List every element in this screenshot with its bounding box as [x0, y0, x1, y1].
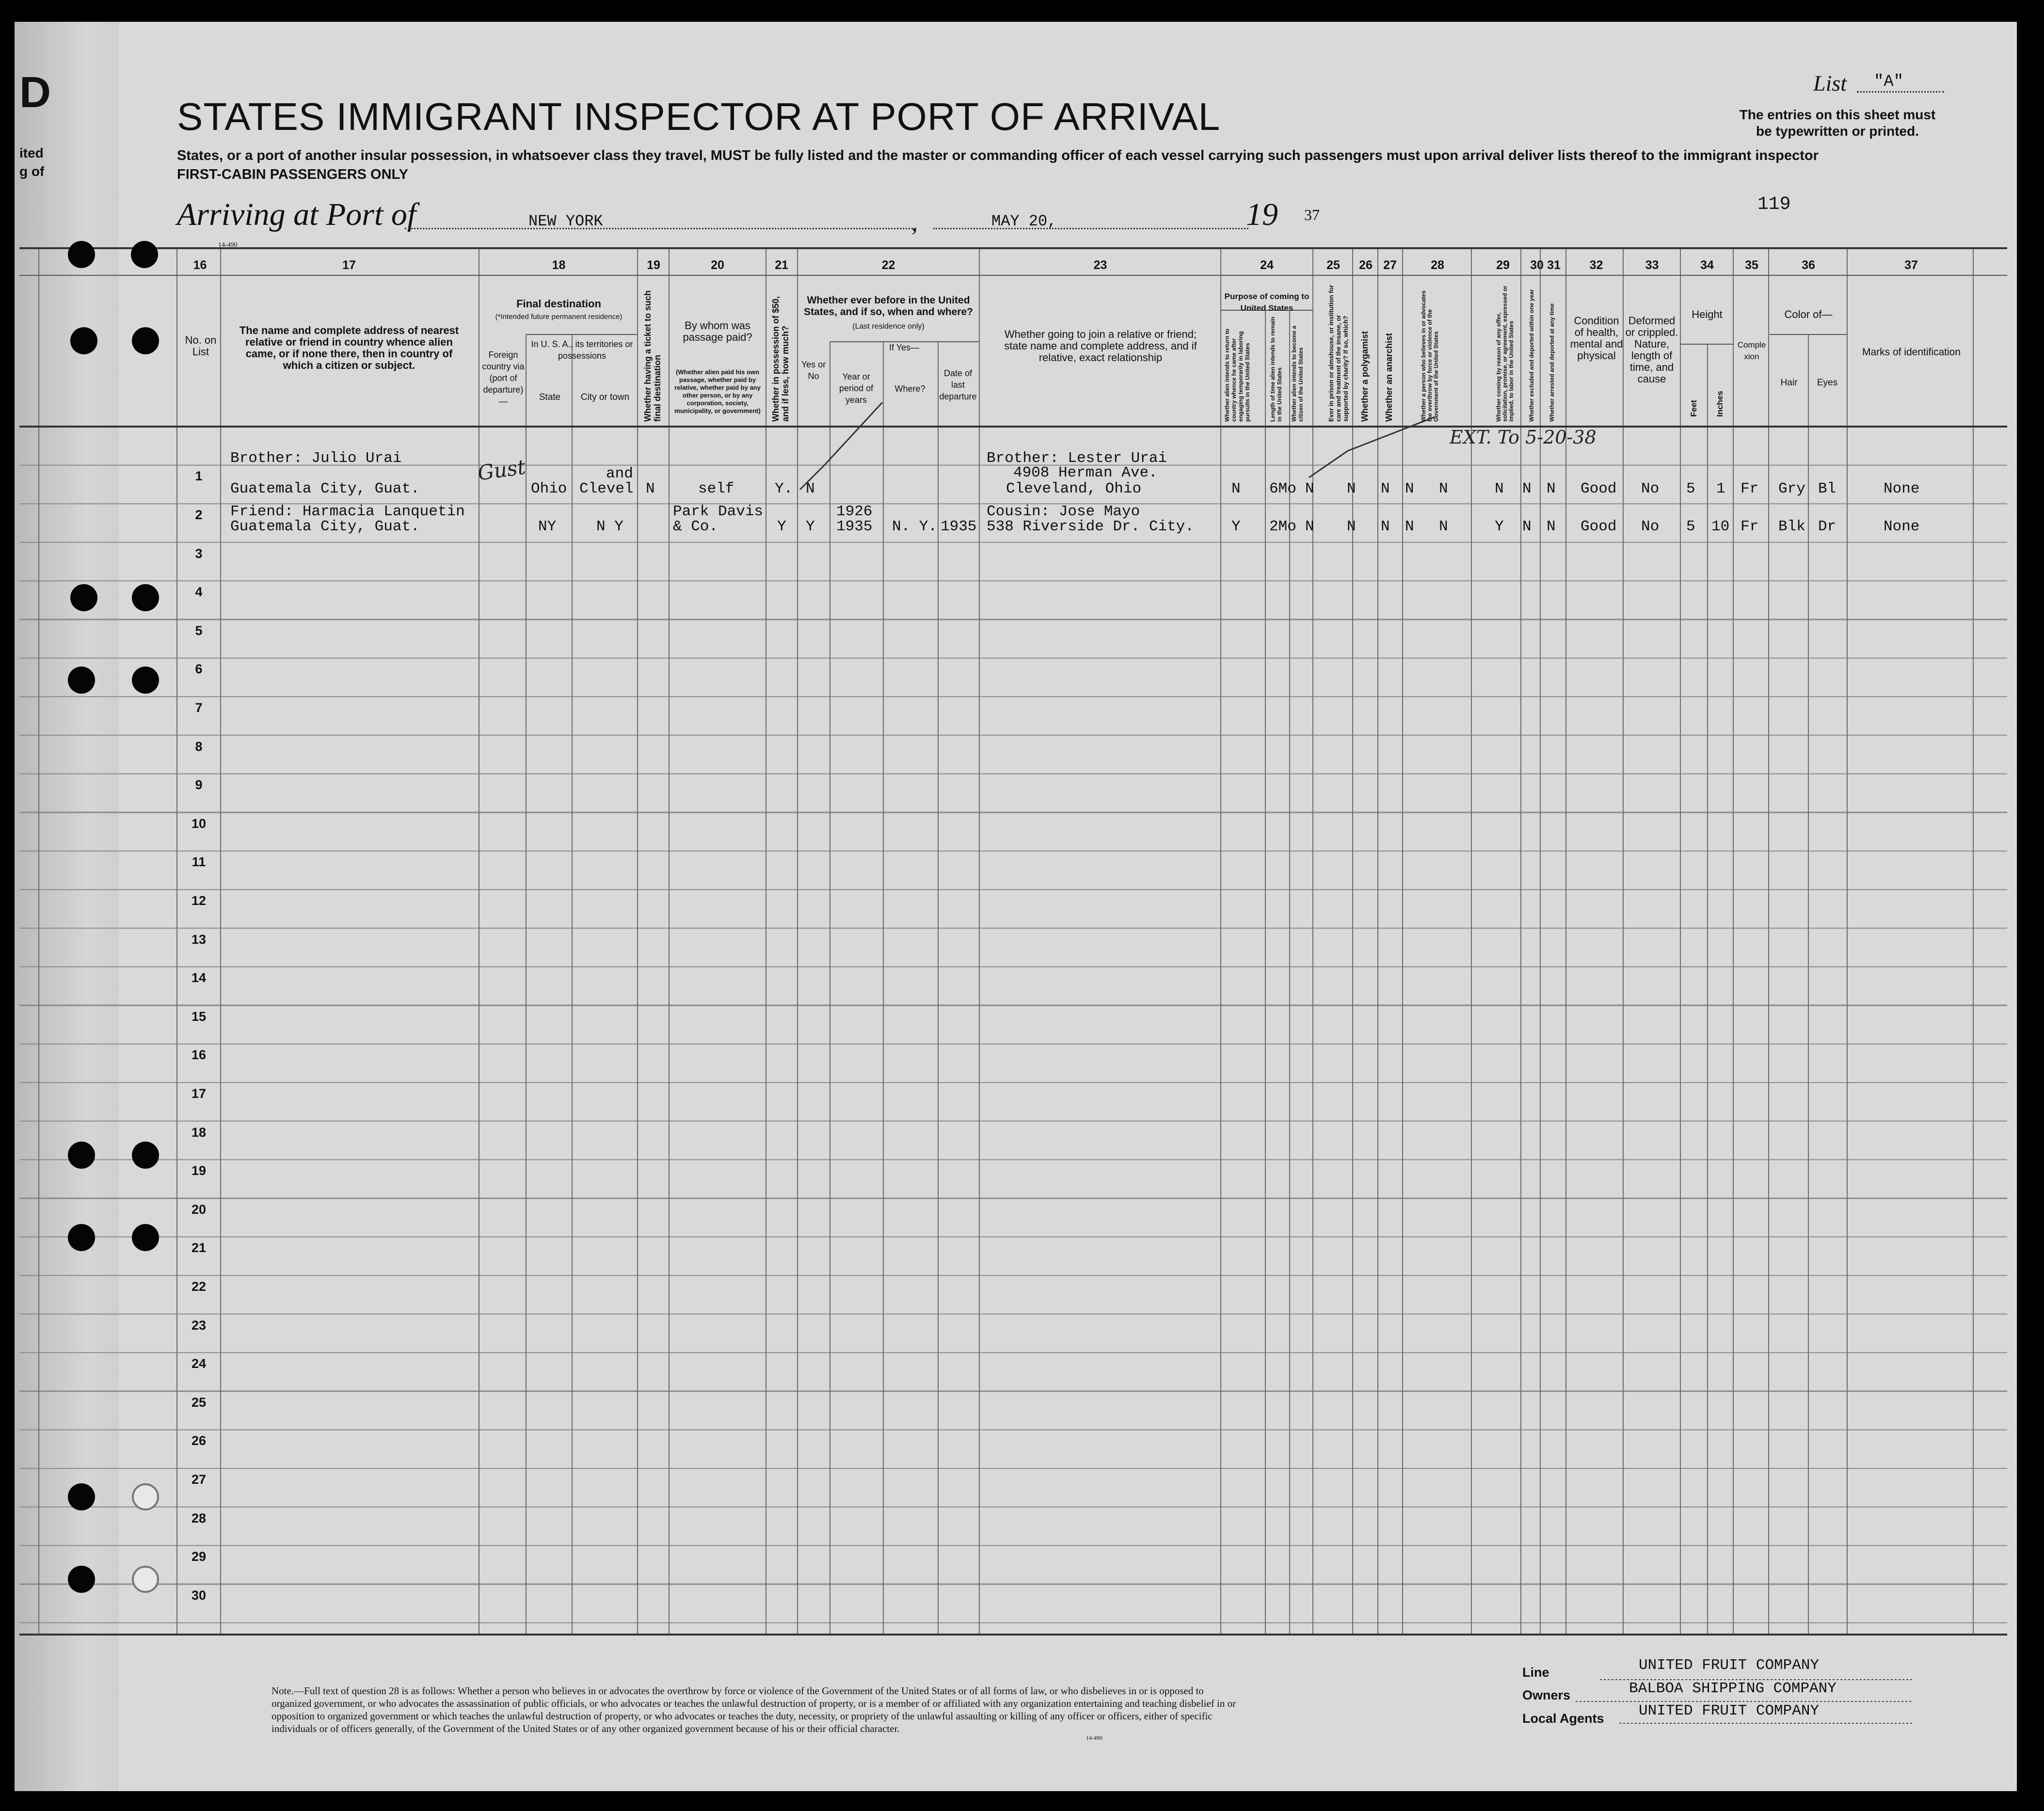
row2-year-line1: 1926 [836, 503, 873, 520]
punch-hole [132, 1483, 159, 1510]
year-prefix: 19 [1246, 197, 1278, 232]
row-number: 15 [191, 1009, 207, 1024]
date-value: MAY 20, [991, 212, 1057, 230]
row-number: 14 [191, 970, 207, 985]
col-number-18: 18 [552, 258, 566, 272]
row1-join-line1: Brother: Lester Urai [987, 450, 1167, 467]
row1-q29: N [1495, 480, 1504, 497]
row1-city-line2: Clevel [579, 480, 634, 497]
row2-q30: N [1522, 518, 1532, 535]
row2-paid-by-line2: & Co. [673, 518, 719, 535]
row-number: 17 [191, 1086, 207, 1101]
col-number-25: 25 [1326, 258, 1340, 272]
footer-form-number: 14-490 [1086, 1734, 1102, 1741]
row1-deformed: No [1641, 480, 1660, 497]
col-number-23: 23 [1093, 258, 1107, 272]
header-in-usa: In U. S. A., its territories or possessions [531, 339, 633, 361]
row1-hair: Gry [1778, 480, 1805, 497]
row-number: 27 [191, 1472, 207, 1487]
punch-hole [70, 327, 97, 354]
row2-inches: 10 [1711, 518, 1730, 535]
arriving-label: Arriving at Port of [177, 197, 416, 232]
row-number: 18 [191, 1125, 207, 1140]
header-polygamist: Whether a polygamist [1360, 331, 1370, 422]
header-fifty-dollars: Whether in possession of $50, and if less, how much? [771, 296, 790, 422]
row2-anarchist: N [1405, 518, 1414, 535]
row-number: 7 [195, 700, 203, 715]
sheet-number: 119 [1757, 194, 1791, 215]
header-color-of: Color of— [1784, 308, 1833, 320]
header-yes-no: Yes or No [801, 360, 826, 381]
header-hair: Hair [1780, 378, 1798, 388]
col-number-16: 16 [193, 258, 207, 272]
header-purpose-return: Whether alien intends to return to country whence he came after engaging temporarily in laboring pursuits in the United States [1224, 328, 1251, 422]
row2-year-line2: 1935 [836, 518, 873, 535]
header-where: Where? [894, 384, 926, 394]
row-number: 10 [191, 816, 207, 831]
header-nearest-relative: The name and complete address of nearest relative or friend in country whence alien came, or if none there, then in country of which a citizen or subject. [239, 324, 459, 371]
header-prison: Ever in prison or almshouse, or institution for care and treatment of the insane, or supported by charity? If so, which? [1327, 285, 1349, 422]
row1-ticket: N [646, 480, 655, 497]
header-eyes: Eyes [1817, 378, 1838, 388]
row2-before: Y [806, 518, 815, 535]
punch-hole [132, 1566, 159, 1593]
punch-hole [68, 1142, 95, 1169]
agents-label: Local Agents [1522, 1711, 1604, 1726]
row2-q28: N [1439, 518, 1448, 535]
row1-relative-line1: Brother: Julio Urai [230, 450, 402, 467]
punch-hole [70, 584, 97, 611]
line-label: Line [1522, 1665, 1549, 1680]
row1-marks: None [1884, 480, 1920, 497]
row1-join-line3: Cleveland, Ohio [1006, 480, 1142, 497]
row-number: 6 [195, 662, 203, 676]
header-foreign-country: Foreign country via (port of departure)— [482, 350, 525, 406]
row2-state: NY [538, 518, 557, 535]
col-number-28: 28 [1431, 258, 1444, 272]
row2-citizen: N [1305, 518, 1314, 535]
page-title: STATES IMMIGRANT INSPECTOR AT PORT OF ARRIVAL [177, 95, 1221, 138]
row-number: 29 [191, 1549, 207, 1564]
row1-inches: 1 [1716, 480, 1725, 497]
row1-anarchist: N [1405, 480, 1414, 497]
row-number: 4 [195, 585, 203, 599]
row2-polygamist: N [1381, 518, 1390, 535]
row-number: 22 [191, 1279, 207, 1294]
footer-note: Note.—Full text of question 28 is as follows: Whether a person who believes in or advocates the overthrow by force or violence of the Government of the United States or of all forms of law, or who disbelieves in or is opposed to organized government, or who advocates the assassination of public officials, or who advocates or teaches the unlawful destruction of property, or is a member of or affiliated with any organization entertaining and teaching disbelief in or opposition to organized government or which teaches the unlawful destruction of property, or who advocates or teaches the duty, necessity, or propriety of the unlawful assaulting or killing of any officer or officers, either of specific individuals or of officers generally, of the Government of the United States or of any other organized government because of his or their official character. [271, 1685, 1236, 1734]
col-number-21: 21 [775, 258, 788, 272]
header-state: State [539, 392, 561, 402]
row-number: 11 [192, 855, 206, 869]
list-label: List [1813, 71, 1847, 95]
header-feet: Feet [1689, 400, 1698, 417]
row2-money: Y [777, 518, 786, 535]
row1-q30: N [1522, 480, 1532, 497]
col-number-29: 29 [1496, 258, 1510, 272]
list-value: "A" [1874, 73, 1904, 91]
line-value: UNITED FRUIT COMPANY [1639, 1657, 1820, 1674]
row2-relative-line1: Friend: Harmacia Lanquetin [230, 503, 465, 520]
row-number: 9 [195, 778, 203, 792]
punch-hole [132, 667, 159, 694]
header-anarchist: Whether an anarchist [1384, 333, 1394, 422]
agents-value: UNITED FRUIT COMPANY [1639, 1702, 1820, 1719]
row-number: 3 [195, 546, 203, 561]
col-number-31: 31 [1547, 258, 1561, 272]
row2-feet: 5 [1686, 518, 1695, 535]
row-number: 8 [195, 739, 203, 754]
entries-note-line2: be typewritten or printed. [1756, 124, 1919, 139]
row1-relative-line2: Guatemala City, Guat. [230, 480, 420, 497]
row2-join-line1: Cousin: Jose Mayo [987, 503, 1140, 520]
extension-annotation: EXT. To 5-20-38 [1450, 427, 1597, 448]
comma: , [911, 209, 918, 236]
header-ever-before-sub: (Last residence only) [852, 322, 925, 331]
row2-prison: N [1347, 518, 1356, 535]
row-number: 26 [191, 1433, 207, 1448]
punch-hole [132, 1142, 159, 1169]
row1-join-line2: 4908 Herman Ave. [1013, 464, 1158, 481]
owners-label: Owners [1522, 1688, 1571, 1702]
row-number: 2 [195, 508, 203, 522]
col-number-17: 17 [342, 258, 356, 272]
header-marks: Marks of identification [1862, 347, 1961, 358]
col-number-27: 27 [1383, 258, 1397, 272]
row2-paid-by-line1: Park Davis [673, 503, 764, 520]
header-final-destination-sub: (*Intended future permanent residence) [495, 313, 623, 321]
header-city: City or town [580, 392, 630, 402]
row2-q31: N [1547, 518, 1556, 535]
row-number: 30 [191, 1588, 207, 1603]
row1-eyes: Bl [1818, 480, 1836, 497]
header-if-yes: If Yes— [889, 343, 920, 352]
row2-hair: Blk [1778, 518, 1805, 535]
header-q28: Whether a person who believes in or advocates the overthrow by force or violence of the Government of the United States [1420, 290, 1439, 422]
punch-hole [68, 1566, 95, 1593]
punch-hole [132, 584, 159, 611]
form-number-small: 14-490 [218, 241, 238, 249]
header-inches: Inches [1715, 391, 1725, 417]
row2-last-departure: 1935 [941, 518, 977, 535]
col-number-20: 20 [711, 258, 724, 272]
row2-join-line2: 538 Riverside Dr. City. [987, 518, 1194, 535]
header-join-relative: Whether going to join a relative or friend; state name and complete address, and if relative, exact relationship [1004, 328, 1197, 364]
col-number-36: 36 [1802, 258, 1815, 272]
header-complexion: Complexion [1737, 340, 1766, 361]
row2-where: N. Y. [892, 518, 938, 535]
row2-q29: Y [1495, 518, 1504, 535]
col-number-24: 24 [1260, 258, 1274, 272]
row-number: 19 [191, 1163, 207, 1178]
row1-paid-by: self [698, 480, 735, 497]
header-no-on-list: No. on List [185, 334, 217, 358]
row1-citizen: N [1305, 480, 1314, 497]
left-fragment-letter: D [19, 68, 51, 117]
entries-note-line1: The entries on this sheet must [1739, 107, 1936, 122]
row1-q31: N [1547, 480, 1556, 497]
row2-return: Y [1231, 518, 1241, 535]
header-passage-paid: By whom was passage paid? [683, 319, 752, 343]
punch-hole [131, 241, 158, 268]
header-health: Condition of health, mental and physical [1570, 315, 1623, 362]
row-number: 25 [191, 1395, 207, 1410]
punch-hole [132, 1224, 159, 1251]
punch-hole [68, 1483, 95, 1510]
row2-relative-line2: Guatemala City, Guat. [230, 518, 420, 535]
header-purpose: Purpose of coming to United States [1224, 292, 1309, 313]
owners-value: BALBOA SHIPPING COMPANY [1629, 1680, 1836, 1697]
header-purpose-length: Length of time alien intends to remain in the United States [1269, 317, 1283, 422]
row1-length: 6Mo [1269, 480, 1296, 497]
header-ticket: Whether having a ticket to such final destination [643, 290, 662, 422]
punch-hole [68, 1224, 95, 1251]
row1-q28: N [1439, 480, 1448, 497]
row1-city-line1: and [606, 465, 633, 482]
subtitle-instruction: States, or a port of another insular possession, in whatsoever class they travel, MUST be fully listed and the master or commanding officer of each vessel carrying such passengers must upon arrival deliver lists thereof to the immigrant inspector [177, 148, 1819, 163]
header-date-last-departure: Date of last departure [939, 368, 977, 401]
header-q29: Whether coming by reason of any offer, solicitation, promise, or agreement, expressed or implied, to labor in the United States [1495, 286, 1515, 422]
header-passage-paid-note: (Whether alien paid his own passage, whether paid by relative, whether paid by any other person, or by any corporation, society, municipality, or government) [674, 368, 761, 414]
col-number-34: 34 [1700, 258, 1714, 272]
row-number: 13 [191, 932, 207, 947]
col-number-32: 32 [1589, 258, 1603, 272]
row2-eyes: Dr [1818, 518, 1836, 535]
header-purpose-citizen: Whether alien intends to become a citizen of the United States [1291, 325, 1304, 422]
row2-length: 2Mo [1269, 518, 1296, 535]
row-number: 20 [191, 1202, 207, 1217]
col-number-37: 37 [1904, 258, 1918, 272]
row-number: 24 [191, 1356, 207, 1371]
col-number-33: 33 [1645, 258, 1659, 272]
col-number-35: 35 [1745, 258, 1758, 272]
header-q30: Whether excluded and deported within one year [1528, 289, 1535, 422]
row1-return: N [1231, 480, 1241, 497]
row2-complexion: Fr [1741, 518, 1759, 535]
row2-health: Good [1581, 518, 1617, 535]
row-number: 16 [191, 1048, 207, 1062]
header-ever-before: Whether ever before in the United States, and if so, when and where? [804, 295, 973, 318]
row-number: 1 [195, 469, 203, 483]
header-year-period: Year or period of years [839, 372, 874, 405]
year-suffix: 37 [1304, 206, 1320, 223]
punch-hole [68, 241, 95, 268]
col-number-19: 19 [647, 258, 660, 272]
col-number-26: 26 [1359, 258, 1373, 272]
punch-hole [68, 667, 95, 694]
row-number: 28 [191, 1511, 207, 1525]
subtitle-class: FIRST-CABIN PASSENGERS ONLY [177, 167, 408, 182]
header-q31: Whether arrested and deported at any time [1549, 303, 1555, 422]
row2-deformed: No [1641, 518, 1660, 535]
header-deformed: Deformed or crippled. Nature, length of time, and cause [1625, 315, 1678, 385]
row1-money: Y. [775, 480, 793, 497]
row1-before: N [806, 480, 815, 497]
row2-city: N Y [596, 518, 623, 535]
row1-health: Good [1581, 480, 1617, 497]
row1-handwriting: Gust [476, 455, 527, 485]
row-number: 21 [191, 1240, 207, 1255]
left-fragment-2: g of [19, 164, 45, 179]
punch-hole [132, 327, 159, 354]
row-number: 23 [191, 1318, 207, 1333]
row1-polygamist: N [1381, 480, 1390, 497]
row1-complexion: Fr [1741, 480, 1759, 497]
port-value: NEW YORK [528, 212, 603, 230]
left-fragment-1: ited [19, 145, 44, 160]
col-number-22: 22 [881, 258, 895, 272]
row2-marks: None [1884, 518, 1920, 535]
row1-state: Ohio [531, 480, 567, 497]
col-number-30: 30 [1530, 258, 1544, 272]
row1-feet: 5 [1686, 480, 1695, 497]
row1-prison: N [1347, 480, 1356, 497]
header-height: Height [1692, 308, 1723, 320]
row-number: 5 [195, 623, 203, 638]
header-final-destination: Final destination [516, 298, 601, 310]
row-number: 12 [191, 893, 207, 908]
